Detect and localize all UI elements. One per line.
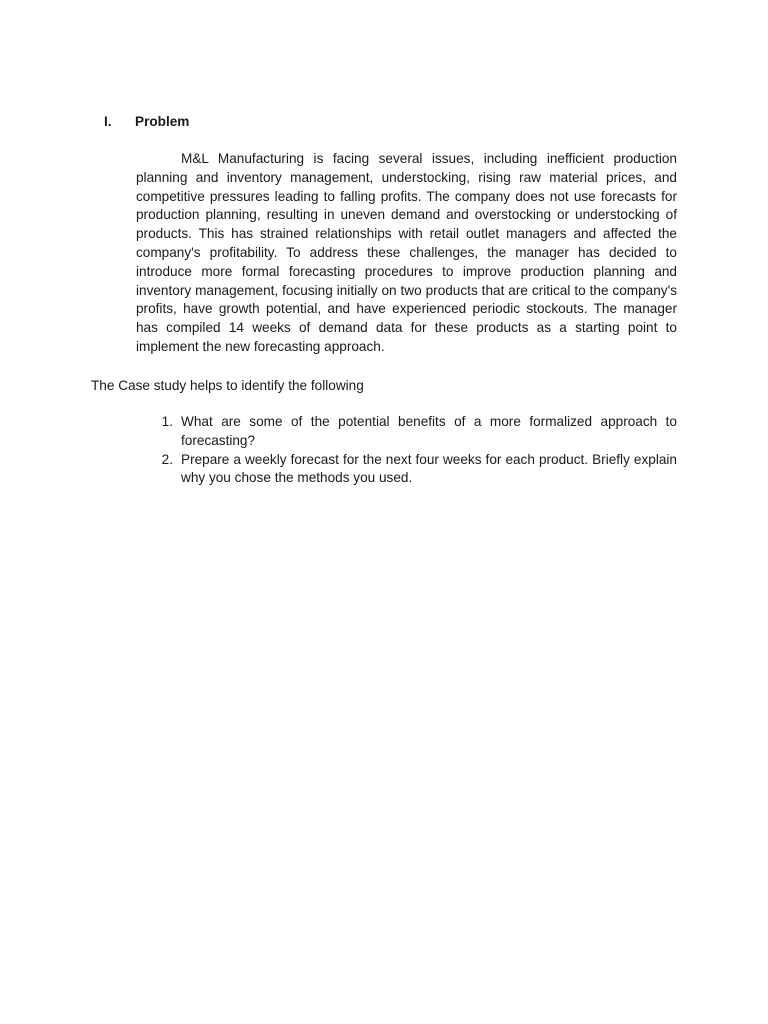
question-number: 2. xyxy=(161,451,173,467)
question-text: What are some of the potential benefits of a more formalized approach to forecasting? xyxy=(181,414,677,448)
question-item xyxy=(136,451,677,489)
section-heading xyxy=(104,112,189,131)
problem-paragraph: M&L Manufacturing is facing several issues, including inefficient production planning and inventory management, understocking, rising raw material prices, and competitive pressures leading to falling profits. The company does not use forecasts for production planning, resulting in uneven demand and overstocking or understocking of products. This has strained relationships with retail outlet managers and affected the company's profitability. To address these challenges, the manager has decided to introduce more formal forecasting procedures to improve production planning and inventory management, focusing initially on two products that are critical to the company's profits, have growth potential, and have experienced periodic stockouts. The manager has compiled 14 weeks of demand data for these products as a starting point to implement the new forecasting approach. xyxy=(136,151,677,354)
question-list xyxy=(136,413,677,488)
case-study-intro: The Case study helps to identify the following xyxy=(91,378,364,393)
section-number: I. xyxy=(104,114,112,129)
question-text: Prepare a weekly forecast for the next four weeks for each product. Briefly explain why you chose the methods you used. xyxy=(181,451,677,486)
question-item xyxy=(136,413,677,451)
question-number: 1. xyxy=(161,414,173,429)
section-title: Problem xyxy=(135,114,190,129)
